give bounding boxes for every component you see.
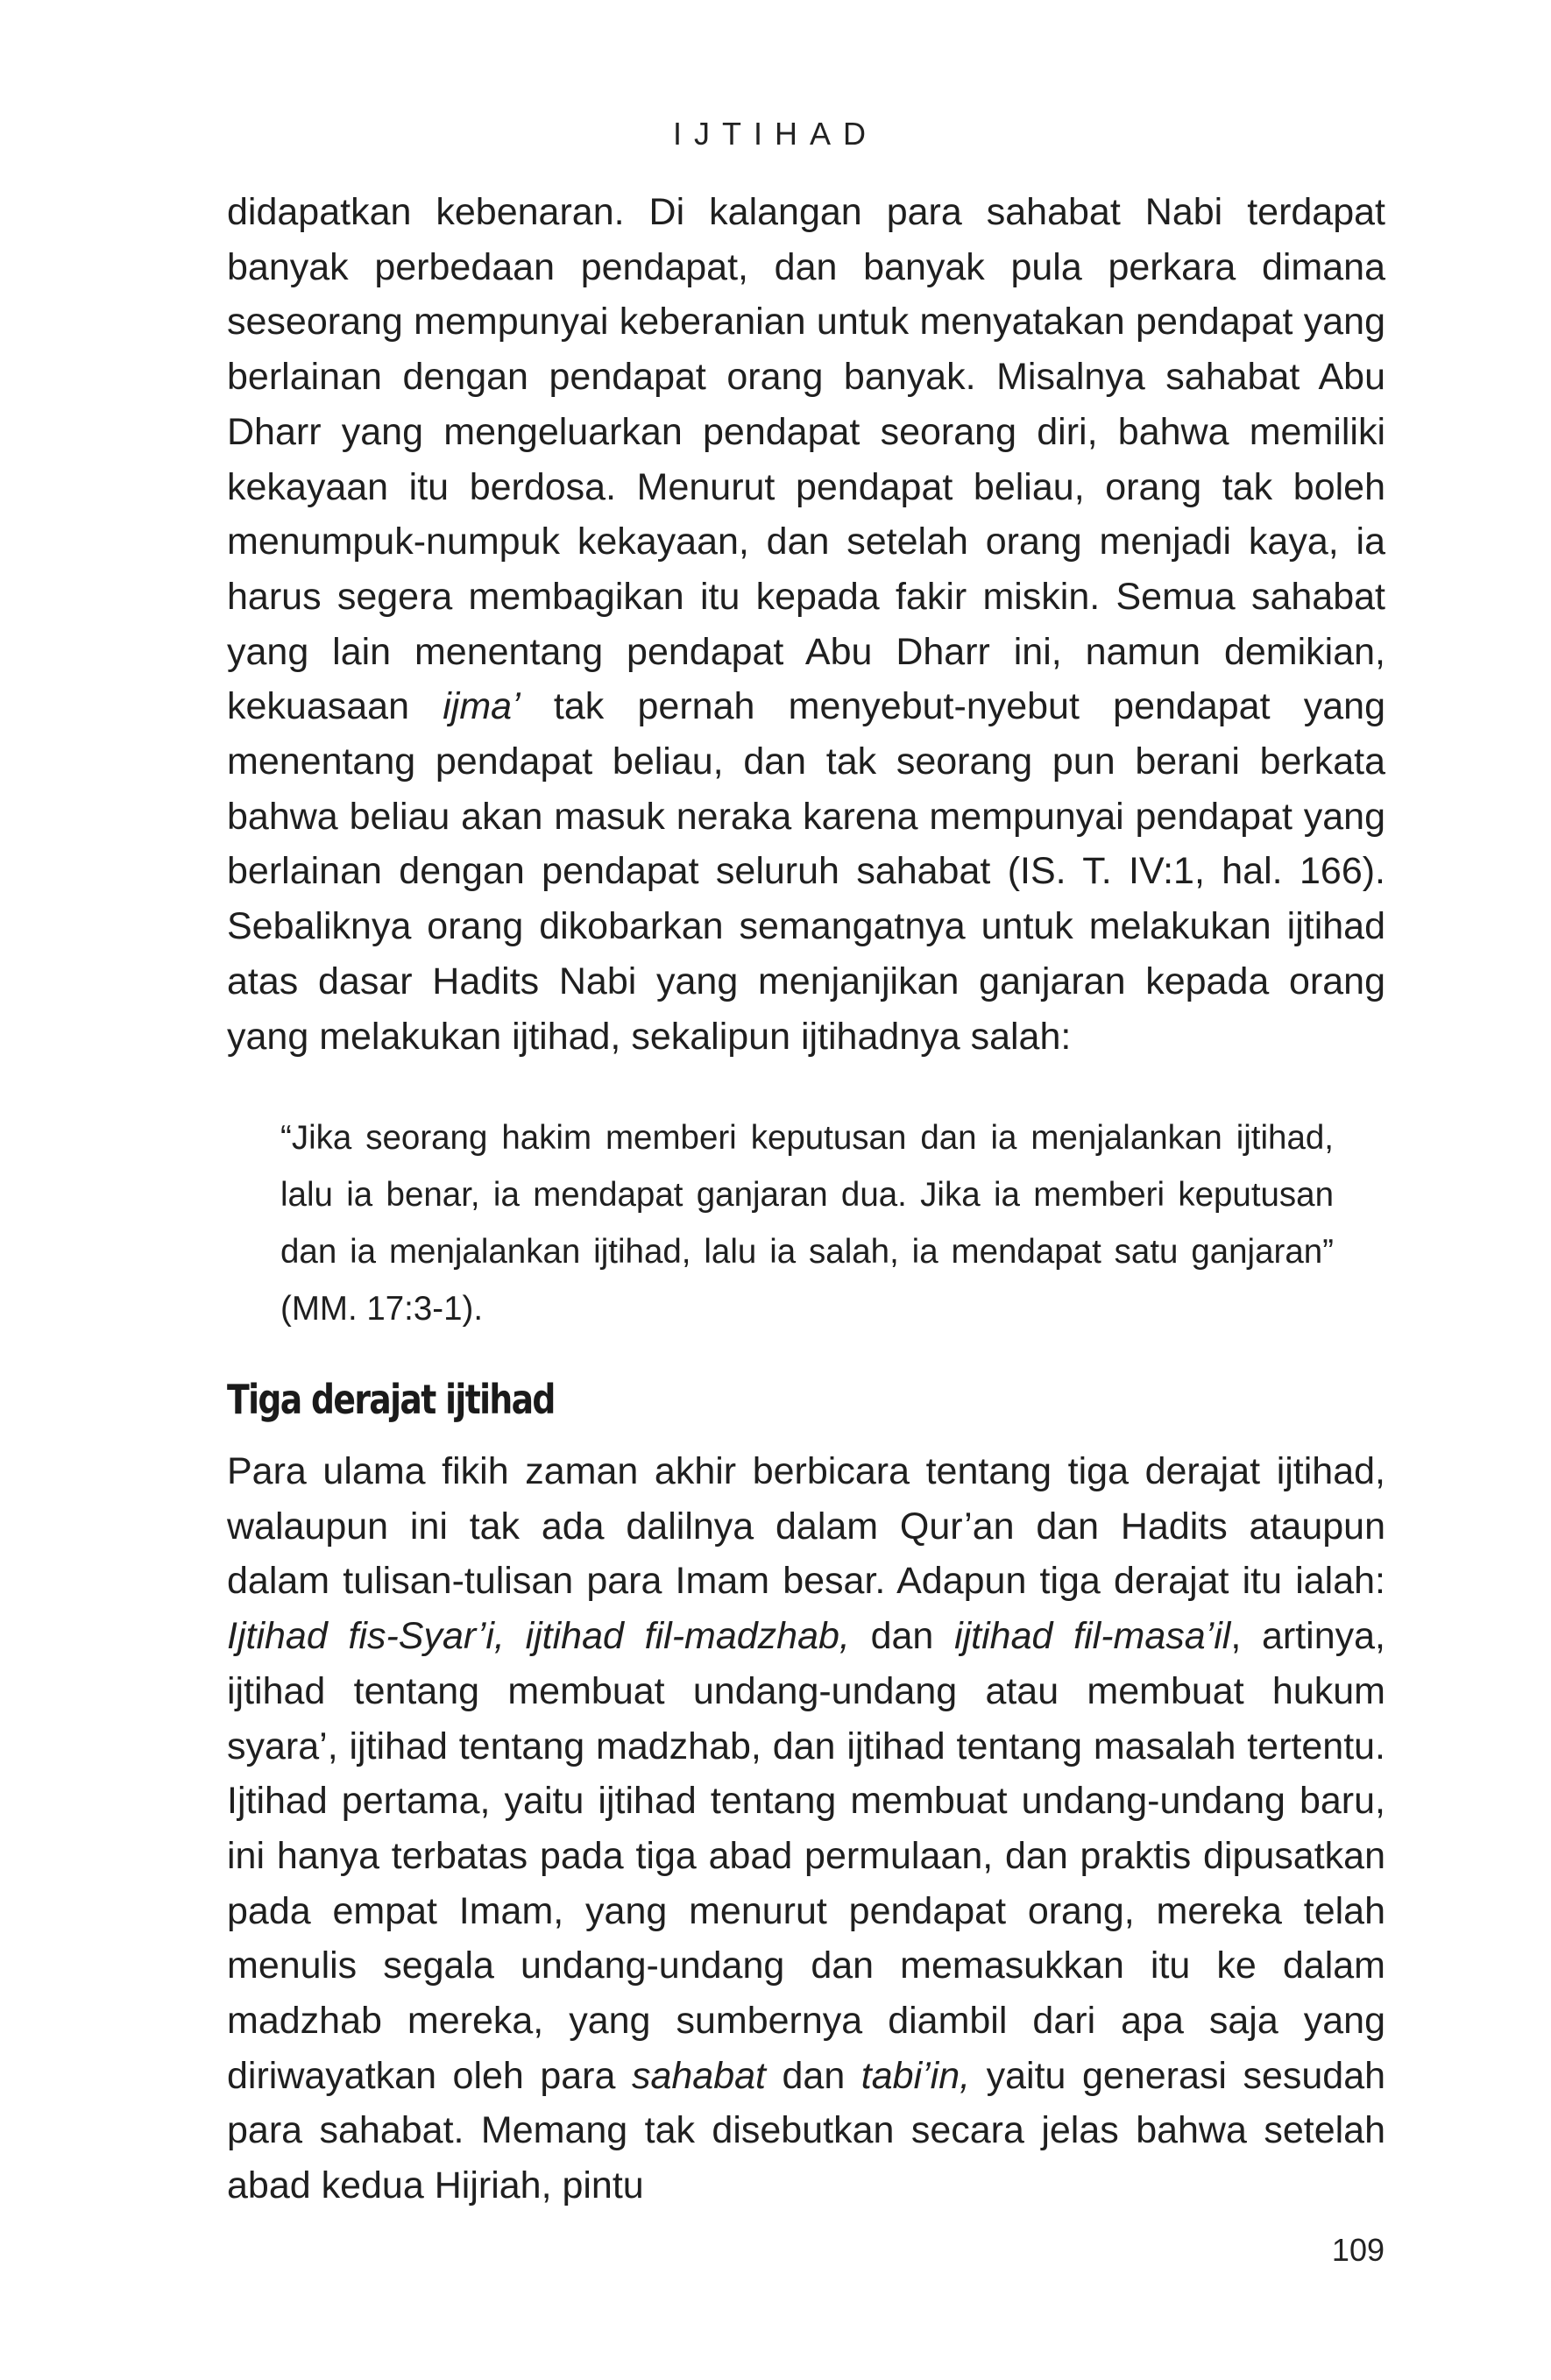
paragraph-1-text-b: tak pernah menyebut-nyebut pendapat yang menentang pendapat beliau, dan tak seorang pun berani berkata bahwa beliau akan masuk neraka karena mempunyai pendapat yang berlainan dengan pendapat seluruh sahabat (IS. T. IV:1, hal. 166). Sebaliknya orang dikobarkan semangatnya untuk melakukan ijtihad atas dasar Hadits Nabi yang menjanjikan ganjaran kepada orang yang melakukan ijtihad, sekalipun ijtihadnya salah: bbox=[227, 685, 1386, 1058]
paragraph-1-text-a: didapatkan kebenaran. Di kalangan para sahabat Nabi terdapat banyak perbedaan pendapat, dan banyak pula perkara dimana seseorang mempunyai keberanian untuk menyatakan pendapat yang berlainan dengan pendapat orang banyak. Misalnya sahabat Abu Dharr yang mengeluarkan pendapat seorang diri, bahwa memiliki kekayaan itu berdosa. Menurut pendapat beliau, orang tak boleh menumpuk-numpuk kekayaan, dan setelah orang menjadi kaya, ia harus segera membagikan itu kepada fakir miskin. Semua sahabat yang lain menentang pendapat Abu Dharr ini, namun demikian, kekuasaan bbox=[227, 191, 1385, 728]
paragraph-2-text-c: , artinya, ijtihad tentang membuat undang-undang atau membuat hukum syara’, ijtihad tentang madzhab, dan ijtihad tentang masalah tertentu. Ijtihad pertama, yaitu ijtihad tentang membuat undang-undang baru, ini hanya terbatas pada tiga abad permulaan, dan praktis dipusatkan pada empat Imam, yang menurut pendapat orang, mereka telah menulis segala undang-undang dan memasukkan itu ke dalam madzhab mereka, yang sumbernya diambil dari apa saja yang diriwayatkan oleh para bbox=[227, 1615, 1386, 2097]
paragraph-2-text-d: dan bbox=[765, 2054, 861, 2097]
term-ijtihad-syari-madzhab: Ijtihad fis-Syar’i, ijtihad fil-madzhab, bbox=[227, 1615, 850, 1658]
section-heading: Tiga derajat ijtihad bbox=[227, 1376, 555, 1423]
body-paragraph-1 bbox=[227, 185, 1385, 1064]
term-sahabat: sahabat bbox=[631, 2054, 766, 2097]
paragraph-2-text-b: dan bbox=[849, 1615, 955, 1658]
body-paragraph-2 bbox=[227, 1444, 1385, 2214]
page-number: 109 bbox=[1331, 2232, 1385, 2268]
term-ijtihad-masail: ijtihad fil-masa’il bbox=[954, 1615, 1231, 1658]
hadith-quote: “Jika seorang hakim memberi keputusan dan ia menjalankan ijtihad, lalu ia benar, ia mendapat ganjaran dua. Jika ia memberi keputusan dan ia menjalankan ijtihad, lalu ia salah, ia mendapat satu ganjaran” (MM. 17:3-1). bbox=[280, 1119, 1334, 1328]
term-ijma: ijma’ bbox=[443, 685, 521, 728]
paragraph-2-text-e: yaitu generasi sesudah para sahabat. Memang tak disebutkan secara jelas bahwa setelah abad kedua Hijriah, pintu bbox=[227, 2054, 1386, 2207]
running-head: IJTIHAD bbox=[672, 116, 878, 152]
paragraph-2-text-a: Para ulama fikih zaman akhir berbicara tentang tiga derajat ijtihad, walaupun ini tak ada dalilnya dalam Qur’an dan Hadits ataupun dalam tulisan-tulisan para Imam besar. Adapun tiga derajat itu ialah: bbox=[227, 1450, 1385, 1603]
term-tabiin: tabi’in, bbox=[860, 2054, 971, 2097]
